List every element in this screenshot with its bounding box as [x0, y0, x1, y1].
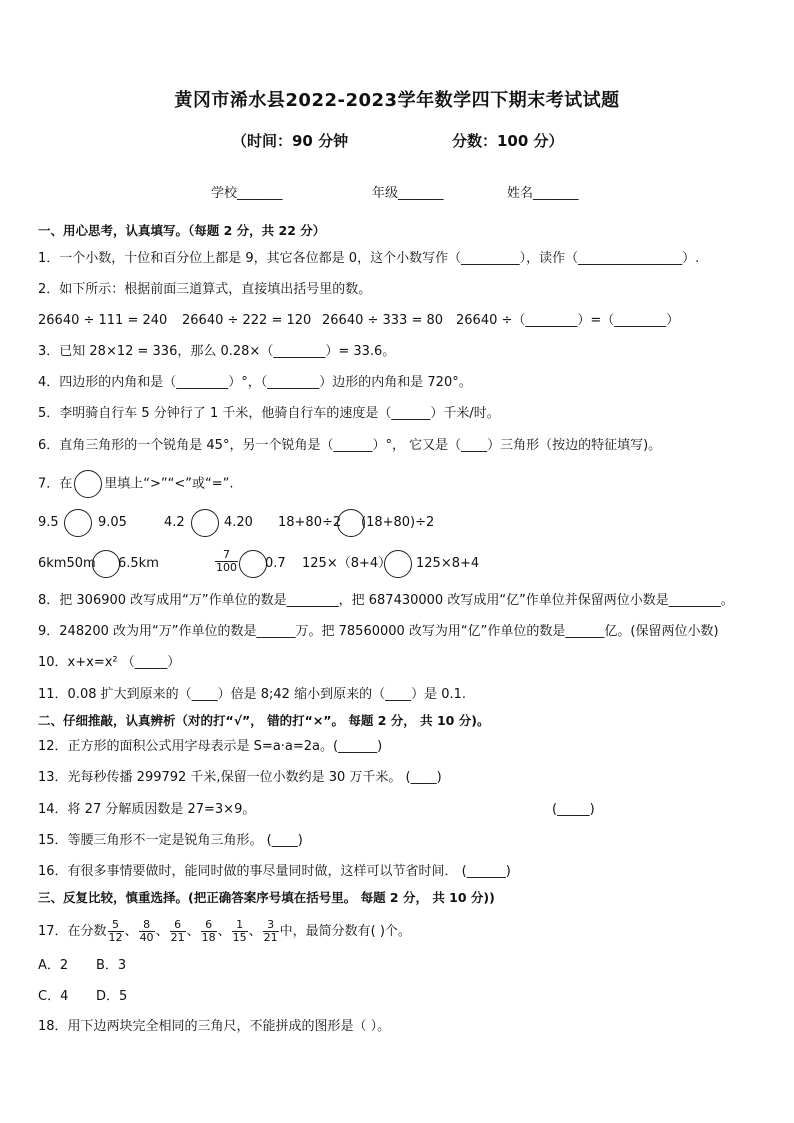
answer-circle[interactable]: [92, 550, 120, 578]
q17-fraction-6: [263, 919, 279, 944]
question-6: 6．直角三角形的一个锐角是 45°，另一个锐角是（______）°， 它又是（____）三角形（按边的特征填写)。: [38, 438, 662, 453]
q14-answer-blank[interactable]: (_____): [552, 802, 595, 817]
question-10: 10．x+x=x² （_____）: [38, 655, 181, 670]
fraction-numerator: 5: [108, 919, 124, 932]
q7-item: 4.2: [164, 515, 185, 530]
question-5: 5．李明骑自行车 5 分钟行了 1 千米，他骑自行车的速度是（______）千米/时。: [38, 406, 500, 421]
q7-item: (18+80)÷2: [361, 515, 435, 530]
q2-equation-2: 26640 ÷ 222 = 120: [182, 313, 312, 328]
q7-item: 4.20: [224, 515, 253, 530]
fraction-numerator: 8: [139, 919, 155, 932]
q2-equation-4: 26640 ÷（________）=（________）: [456, 313, 680, 328]
question-7: [38, 470, 234, 498]
fraction-numerator: 6: [170, 919, 186, 932]
question-16: 16．有很多事情要做时，能同时做的事尽量同时做，这样可以节省时间． (______): [38, 864, 511, 879]
q7-item: 6.5km: [118, 556, 159, 571]
q2-equation-3: 26640 ÷ 333 = 80: [322, 313, 444, 328]
q17-suffix: 中，最简分数有( )个。: [279, 924, 411, 939]
fraction-numerator: 3: [263, 919, 279, 932]
question-9: 9．248200 改为用“万”作单位的数是______万。把 78560000 改写为用“亿”作单位的数是______亿。(保留两位小数): [38, 624, 719, 639]
q7-prefix: 7．在: [38, 476, 73, 492]
question-3: 3．已知 28×12 = 336，那么 0.28×（________）= 33.6。: [38, 344, 396, 359]
q7-item: 125×（8+4）: [302, 556, 392, 571]
answer-circle[interactable]: [384, 550, 412, 578]
question-11: 11．0.08 扩大到原来的（____）倍是 8;42 缩小到原来的（____）是 0.1.: [38, 687, 467, 702]
question-4: 4．四边形的内角和是（________）°，（________）边形的内角和是 720°。: [38, 375, 472, 390]
q7-item: 9.05: [98, 515, 127, 530]
fraction-numerator: 7: [215, 549, 238, 562]
name-field[interactable]: 姓名_______: [507, 186, 579, 201]
q7-suffix: 里填上“>”“<”或“=”.: [104, 476, 234, 492]
q7-item: 18+80÷2: [278, 515, 342, 530]
q17-fraction-5: [232, 919, 248, 944]
q7-item: 6km50m: [38, 556, 96, 571]
section-3-heading: 三、反复比较，慎重选择。(把正确答案序号填在括号里。 每题 2 分， 共 10 分)): [38, 890, 495, 905]
grade-field[interactable]: 年级_______: [372, 186, 444, 201]
q17-fraction-2: [139, 919, 155, 944]
page-title: 黄冈市浠水县2022-2023学年数学四下期末考试试题: [174, 90, 620, 111]
school-field[interactable]: 学校_______: [211, 186, 283, 201]
exam-time: （时间：90 分钟: [232, 132, 349, 150]
q7-item: 0.7: [265, 556, 286, 571]
fraction-denominator: 100: [216, 561, 237, 574]
q17-fraction-4: [201, 919, 217, 944]
fraction-denominator: 12: [108, 931, 123, 944]
q17-fraction-1: [108, 919, 124, 944]
question-13: 13．光每秒传播 299792 千米,保留一位小数约是 30 万千米。 (____): [38, 770, 442, 785]
q17-prefix: 17．在分数: [38, 924, 107, 939]
question-2: 2．如下所示：根据前面三道算式，直接填出括号里的数。: [38, 282, 372, 297]
section-2-heading: 二、仔细推敲，认真辨析（对的打“√”， 错的打“×”。 每题 2 分， 共 10 分)。: [38, 713, 490, 728]
question-18: 18．用下边两块完全相同的三角尺，不能拼成的图形是（ ）。: [38, 1019, 391, 1034]
fraction-denominator: 40: [139, 931, 154, 944]
fraction-numerator: 6: [201, 919, 217, 932]
answer-circle[interactable]: [191, 509, 219, 537]
fraction-denominator: 21: [170, 931, 185, 944]
answer-circle[interactable]: [239, 550, 267, 578]
q17-option-a[interactable]: A．2: [38, 958, 69, 973]
fraction-numerator: 1: [232, 919, 248, 932]
q7-item: 9.5: [38, 515, 59, 530]
q17-fraction-3: [170, 919, 186, 944]
answer-circle: [74, 470, 102, 498]
q7-item: 125×8+4: [416, 556, 480, 571]
question-15: 15．等腰三角形不一定是锐角三角形。 (____): [38, 833, 303, 848]
fraction-denominator: 21: [263, 931, 278, 944]
question-14: 14．将 27 分解质因数是 27=3×9。: [38, 802, 256, 817]
section-1-heading: 一、用心思考，认真填写。（每题 2 分，共 22 分）: [38, 223, 326, 238]
exam-score: 分数：100 分）: [452, 132, 564, 150]
q7-fraction: [215, 549, 238, 574]
fraction-denominator: 15: [232, 931, 247, 944]
question-12: 12．正方形的面积公式用字母表示是 S=a·a=2a。(______): [38, 739, 383, 754]
question-17: 17．在分数 $\frac{5}{12}$ 、 $\frac{8}{40}$ 、 $\frac{6}{21}$ 、 $\frac{6}{18}$ 、 $\frac{1}{15}$ 、 $\frac{3}{21}$ 中，最简分数有( )个。: [38, 918, 411, 944]
q17-option-b[interactable]: B．3: [96, 958, 127, 973]
q2-equation-1: 26640 ÷ 111 = 240: [38, 313, 168, 328]
answer-circle[interactable]: [64, 509, 92, 537]
fraction-denominator: 18: [201, 931, 216, 944]
q17-option-c[interactable]: C．4: [38, 989, 69, 1004]
question-8: 8．把 306900 改写成用“万”作单位的数是________，把 687430000 改写成用“亿”作单位并保留两位小数是________。: [38, 593, 734, 608]
question-1: 1．一个小数，十位和百分位上都是 9，其它各位都是 0，这个小数写作（_________），读作（________________）.: [38, 251, 700, 266]
q17-option-d[interactable]: D．5: [96, 989, 128, 1004]
